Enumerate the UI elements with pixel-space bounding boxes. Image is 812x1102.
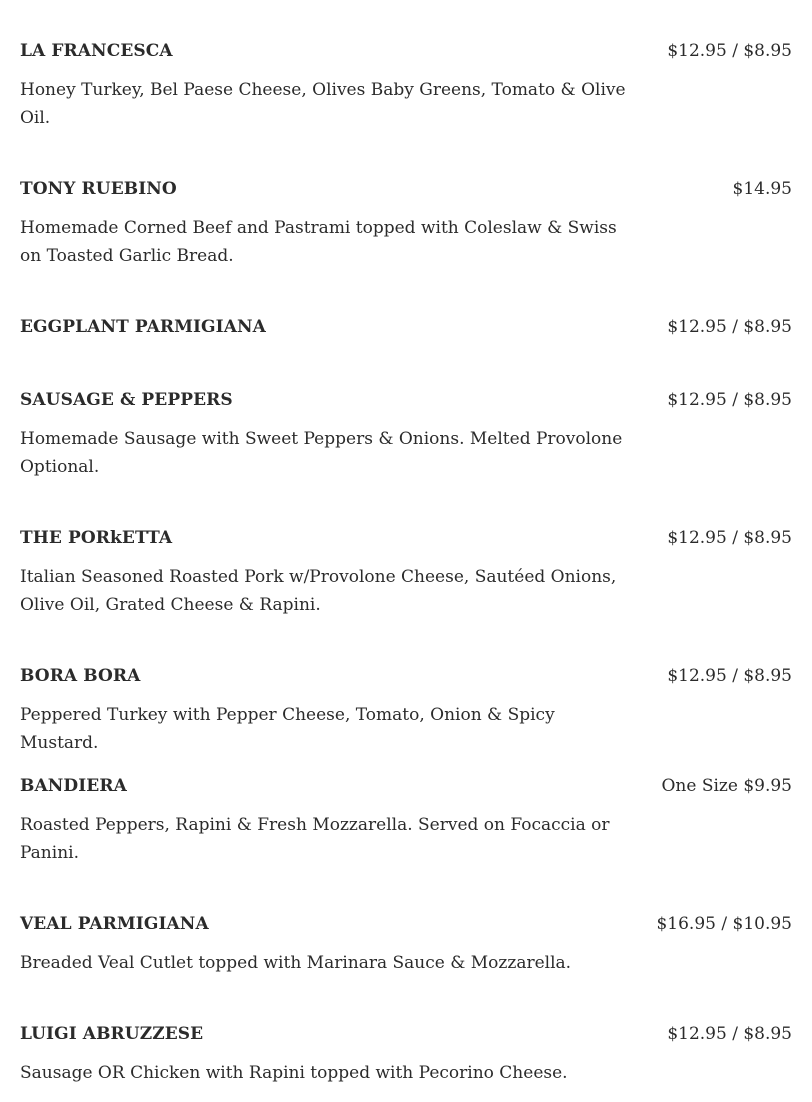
- menu-item-header: [20, 177, 792, 201]
- item-price: $12.95 / $8.95: [667, 528, 792, 548]
- item-description: Breaded Veal Cutlet topped with Marinara Sauce & Mozzarella.: [20, 953, 572, 973]
- item-description: Homemade Corned Beef and Pastrami topped with Coleslaw & Swiss on Toasted Garlic Bread.: [20, 218, 617, 266]
- item-name: BORA BORA: [20, 666, 141, 686]
- item-price: One Size $9.95: [661, 776, 792, 796]
- menu-item-header: [20, 388, 792, 412]
- menu-item-header: [20, 664, 792, 688]
- item-name: THE PORkETTA: [20, 528, 173, 548]
- menu-item-header: [20, 526, 792, 550]
- menu-item-luigi-abruzzese: [20, 1022, 792, 1087]
- item-name: BANDIERA: [20, 776, 127, 796]
- item-description: Homemade Sausage with Sweet Peppers & Onions. Melted Provolone Optional.: [20, 429, 623, 477]
- menu-item-bora-bora: [20, 664, 792, 757]
- menu-item-header: [20, 315, 792, 339]
- menu-item-veal-parmigiana: [20, 912, 792, 977]
- item-name: EGGPLANT PARMIGIANA: [20, 317, 266, 337]
- menu-item-tony-ruebino: [20, 177, 792, 270]
- item-name: SAUSAGE & PEPPERS: [20, 390, 233, 410]
- menu-item-the-porketta: [20, 526, 792, 619]
- item-name: LUIGI ABRUZZESE: [20, 1024, 204, 1044]
- item-description: Peppered Turkey with Pepper Cheese, Tomato, Onion & Spicy Mustard.: [20, 705, 555, 753]
- menu-item-header: [20, 912, 792, 936]
- menu-item-header: [20, 39, 792, 63]
- item-description: Roasted Peppers, Rapini & Fresh Mozzarella. Served on Focaccia or Panini.: [20, 815, 610, 863]
- item-price: $12.95 / $8.95: [667, 1024, 792, 1044]
- menu-item-la-francesca: [20, 39, 792, 132]
- item-price: $12.95 / $8.95: [667, 390, 792, 410]
- item-price: $12.95 / $8.95: [667, 317, 792, 337]
- item-price: $12.95 / $8.95: [667, 666, 792, 686]
- item-name: LA FRANCESCA: [20, 41, 173, 61]
- item-name: TONY RUEBINO: [20, 179, 177, 199]
- menu-item-bandiera: [20, 774, 792, 867]
- item-description: Honey Turkey, Bel Paese Cheese, Olives Baby Greens, Tomato & Olive Oil.: [20, 80, 626, 128]
- menu-item-header: [20, 1022, 792, 1046]
- item-price: $12.95 / $8.95: [667, 41, 792, 61]
- item-name: VEAL PARMIGIANA: [20, 914, 209, 934]
- item-description: Italian Seasoned Roasted Pork w/Provolone Cheese, Sautéed Onions, Olive Oil, Grated Cheese & Rapini.: [20, 567, 617, 615]
- item-price: $14.95: [732, 179, 792, 199]
- menu-item-sausage-peppers: [20, 388, 792, 481]
- menu-item-eggplant-parmigiana: [20, 315, 792, 339]
- item-description: Sausage OR Chicken with Rapini topped with Pecorino Cheese.: [20, 1063, 568, 1083]
- item-price: $16.95 / $10.95: [656, 914, 792, 934]
- menu-item-header: [20, 774, 792, 798]
